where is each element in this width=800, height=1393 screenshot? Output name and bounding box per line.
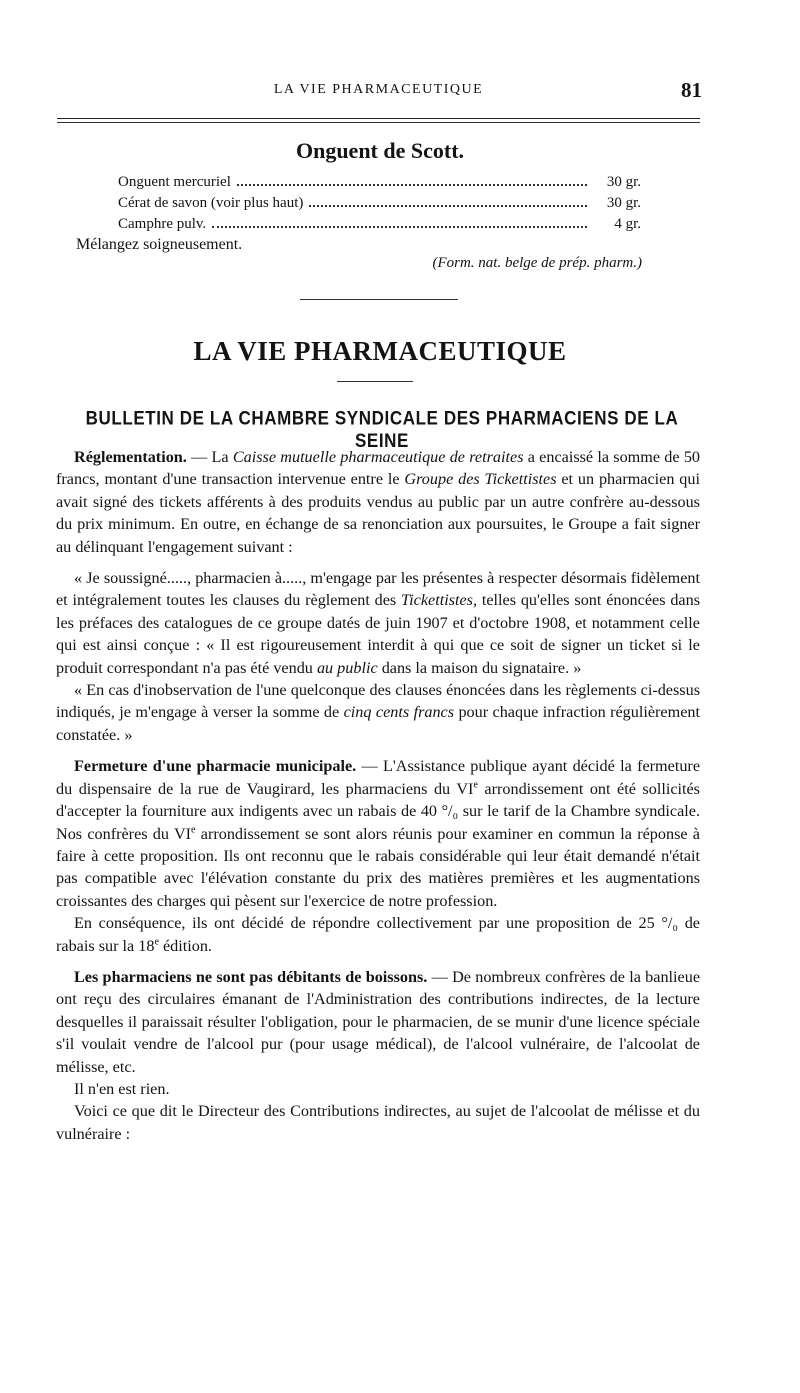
italic-run: Caisse mutuelle pharmaceutique de retraites [232, 448, 524, 466]
lead-heading: Les pharmaciens ne sont pas débitants de boissons. [74, 967, 428, 986]
dot-leader [212, 226, 587, 228]
bulletin-title: BULLETIN DE LA CHAMBRE SYNDICALE DES PHARMACIENS DE LA SEINE [85, 407, 679, 452]
dot-leader [237, 184, 587, 186]
text-run: dans la maison du signataire. » [377, 658, 582, 677]
ingredient-quantity: 30 gr. [606, 174, 641, 190]
lead-heading: Réglementation. [74, 448, 187, 466]
paragraph-quote-engagement [56, 567, 700, 679]
formula-source: (Form. nat. belge de prép. pharm.) [432, 255, 642, 271]
paragraph-quote-penalty [56, 679, 700, 746]
section-divider [300, 299, 458, 300]
section-title: LA VIE PHARMACEUTIQUE [193, 336, 567, 366]
text-run: pour chaque infraction régulièrement constatée. » [56, 703, 700, 744]
italic-run: Groupe des Tickettistes [404, 470, 557, 489]
text-run: — L'Assistance publique ayant décidé la fermeture du dispensaire de la rue de Vaugirard, les pharmaciens du VI [56, 757, 701, 798]
header-rule [57, 118, 700, 119]
formula-instruction: Mélangez soigneusement. [76, 236, 243, 253]
ingredient-name: Cérat de savon (voir plus haut) [118, 195, 304, 211]
text-run: et un pharmacien qui avait signé des tickets afférents à des produits vendus au public par un autre confrère au-dessous du prix minimum. En outre, en échange de sa renonciation aux poursuites, le Groupe a fait signer au délinquant l'engagement suivant : [56, 470, 700, 556]
ingredient-quantity: 4 gr. [614, 216, 641, 232]
superscript: e [154, 936, 159, 948]
paragraph-reglementation [56, 446, 700, 558]
text-run: telles qu'elles sont énoncées dans les préfaces des catalogues de ce groupe datés de juin 1907 et d'octobre 1908, et notamment celle qui est ainsi conçue : « Il est rigoureusement interdit à qui que ce soit de signer un ticket si le produit correspondant n'a pas été vendu [56, 591, 700, 677]
running-head [57, 78, 700, 104]
text-run: — La [186, 448, 233, 466]
lead-heading: Fermeture d'une pharmacie municipale. [74, 757, 357, 776]
text-run: — De nombreux confrères de la banlieue ont reçu des circulaires émanant de l'Administration des contributions indirectes, de la lecture desquelles il paraissait résulter l'obligation, pour le pharmacien, de se munir d'une licence spéciale s'il voulait vendre de l'alcool pur (pour usage médical), de l'alcool vulnéraire, de l'alcoolat de mélisse, etc. [56, 967, 701, 1076]
text-run: a encaissé la somme de 50 francs, montant d'une transaction intervenue entre le [56, 448, 701, 489]
ingredient-name: Onguent mercuriel [118, 174, 231, 190]
paragraph-fermeture [56, 755, 700, 912]
paragraph-consequence [56, 912, 700, 957]
ingredient-name: Camphre pulv. [118, 216, 207, 232]
running-title: LA VIE PHARMACEUTIQUE [273, 82, 484, 97]
text-run: arrondissement ont été sollicités d'accepter la fourniture aux indigents avec un rabais de 40 °/₀ sur le tarif de la Chambre syndicale. Nos confrères du VI [56, 779, 700, 843]
ingredient-row [118, 174, 641, 195]
article-body [56, 446, 700, 1145]
ingredient-list [118, 174, 641, 237]
text-run: « En cas d'inobservation de l'une quelconque des clauses énoncées dans les règlements ci-dessus indiqués, je m'engage à verser la somme de [56, 681, 700, 722]
title-underline [337, 381, 413, 382]
superscript: e [191, 824, 196, 836]
paragraph-voici: Voici ce que dit le Directeur des Contributions indirectes, au sujet de l'alcoolat de mélisse et du vulnéraire : [56, 1102, 700, 1143]
superscript: e [473, 779, 478, 791]
header-rule-thin [57, 122, 700, 123]
ingredient-quantity: 30 gr. [606, 195, 641, 211]
italic-run: Tickettistes, [401, 591, 478, 610]
dot-leader [309, 205, 587, 207]
formula-title: Onguent de Scott. [295, 138, 465, 163]
italic-run: au public [316, 658, 378, 677]
text-run: En conséquence, ils ont décidé de répondre collectivement par une proposition de 25 °/₀ de rabais sur la 18 [56, 914, 700, 955]
ingredient-row [118, 195, 641, 216]
ingredient-row [118, 216, 641, 237]
text-run: arrondissement se sont alors réunis pour examiner en commun la réponse à faire à cette proposition. Ils ont reconnu que le rabais considérable qui leur était demandé n'était pas compatible avec l'élévation constante du prix des matières premières et les augmentations croissantes des charges qui pèsent sur l'exercice de notre profession. [56, 824, 700, 910]
text-run: édition. [158, 936, 212, 955]
text-run: « Je soussigné....., pharmacien à....., m'engage par les présentes à respecter désormais fidèlement et intégralement toutes les clauses du règlement des [56, 569, 700, 610]
italic-run: cinq cents francs [343, 703, 455, 722]
page-number: 81 [681, 78, 702, 102]
paragraph-rien: Il n'en est rien. [74, 1079, 170, 1098]
paragraph-debitants [56, 966, 700, 1078]
